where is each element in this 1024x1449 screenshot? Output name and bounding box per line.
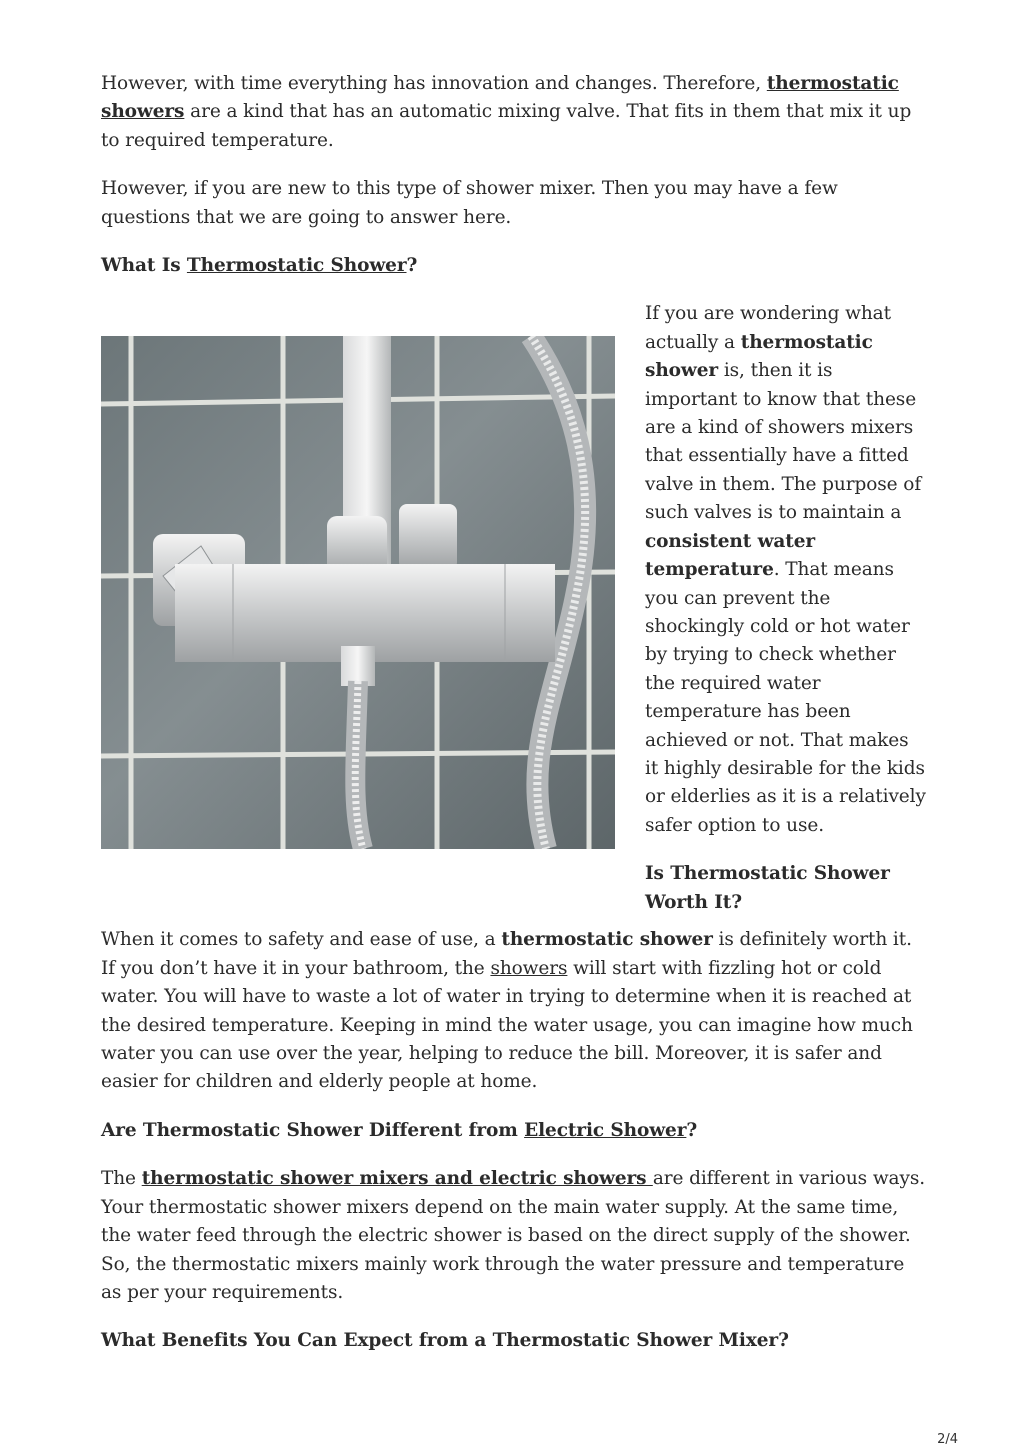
text: When it comes to safety and ease of use, a bbox=[101, 929, 502, 951]
text: ? bbox=[686, 1119, 698, 1141]
heading-different bbox=[101, 1117, 927, 1145]
paragraph-questions: However, if you are new to this type of shower mixer. Then you may have a few questions that we are going to answer here. bbox=[101, 178, 838, 228]
link-electric-shower[interactable]: Electric Shower bbox=[524, 1119, 687, 1141]
link-showers[interactable]: showers bbox=[490, 957, 568, 979]
text: will start with fizzling hot or cold water. You will have to waste a lot of water in trying to determine when it is reached at the desired temperature. Keeping in mind the water usage, you can imagine how much water you can use over the year, helping to reduce the bill. Moreover, it is safer and easier for children and elderly people at home. bbox=[101, 957, 913, 1093]
side-text bbox=[645, 300, 927, 917]
link-thermostatic-shower[interactable]: Thermostatic Shower bbox=[186, 255, 407, 277]
text: is definitely worth it. If you don’t have it in your bathroom, the bbox=[101, 929, 912, 979]
heading-benefits: What Benefits You Can Expect from a Thermostatic Shower Mixer? bbox=[101, 1330, 789, 1352]
text: Are Thermostatic Shower Different from bbox=[101, 1119, 525, 1141]
text: are different in various ways. Your thermostatic shower mixers depend on the main water supply. At the same time, the water feed through the electric shower is based on the direct supply of the shower. So, the thermostatic mixers mainly work through the water pressure and temperature as per your requirements. bbox=[101, 1168, 926, 1303]
bold-term: thermostatic shower bbox=[645, 331, 873, 382]
bold-term: consistent water temperature bbox=[645, 530, 816, 581]
text: However, with time everything has innovation and changes. Therefore, bbox=[101, 73, 767, 94]
text: ? bbox=[406, 255, 418, 277]
page-number: 2/4 bbox=[937, 1432, 958, 1447]
text: The bbox=[101, 1168, 142, 1190]
paragraph-definition bbox=[645, 300, 927, 840]
paragraph-difference bbox=[101, 1165, 927, 1307]
link-thermostatic-showers[interactable]: thermostatic showers bbox=[101, 73, 899, 123]
link-mixers-and-electric[interactable]: thermostatic shower mixers and electric showers bbox=[141, 1168, 653, 1190]
article-body bbox=[101, 70, 927, 1356]
text: . That means you can prevent the shockingly cold or hot water by trying to check whether the required water temperature has been achieved or not. That makes it highly desirable for the kids or elderlies as it is a relatively safer option to use. bbox=[645, 559, 926, 836]
bold-term: thermostatic shower bbox=[501, 929, 713, 951]
text: If you are wondering what actually a bbox=[645, 303, 891, 353]
heading-worth-it: Is Thermostatic Shower Worth It? bbox=[645, 863, 890, 913]
text: What Is bbox=[101, 255, 187, 277]
shower-mixer-photo bbox=[101, 336, 615, 849]
paragraph-worth-it bbox=[101, 926, 927, 1096]
text: is, then it is important to know that these are a kind of showers mixers that essentially have a fitted valve in them. The purpose of such valves is to maintain a bbox=[645, 360, 922, 524]
heading-what-is bbox=[101, 252, 927, 280]
image-with-text bbox=[101, 300, 927, 913]
paragraph-intro bbox=[101, 70, 927, 155]
text: are a kind that has an automatic mixing valve. That fits in them that mix it up to required temperature. bbox=[101, 101, 912, 151]
